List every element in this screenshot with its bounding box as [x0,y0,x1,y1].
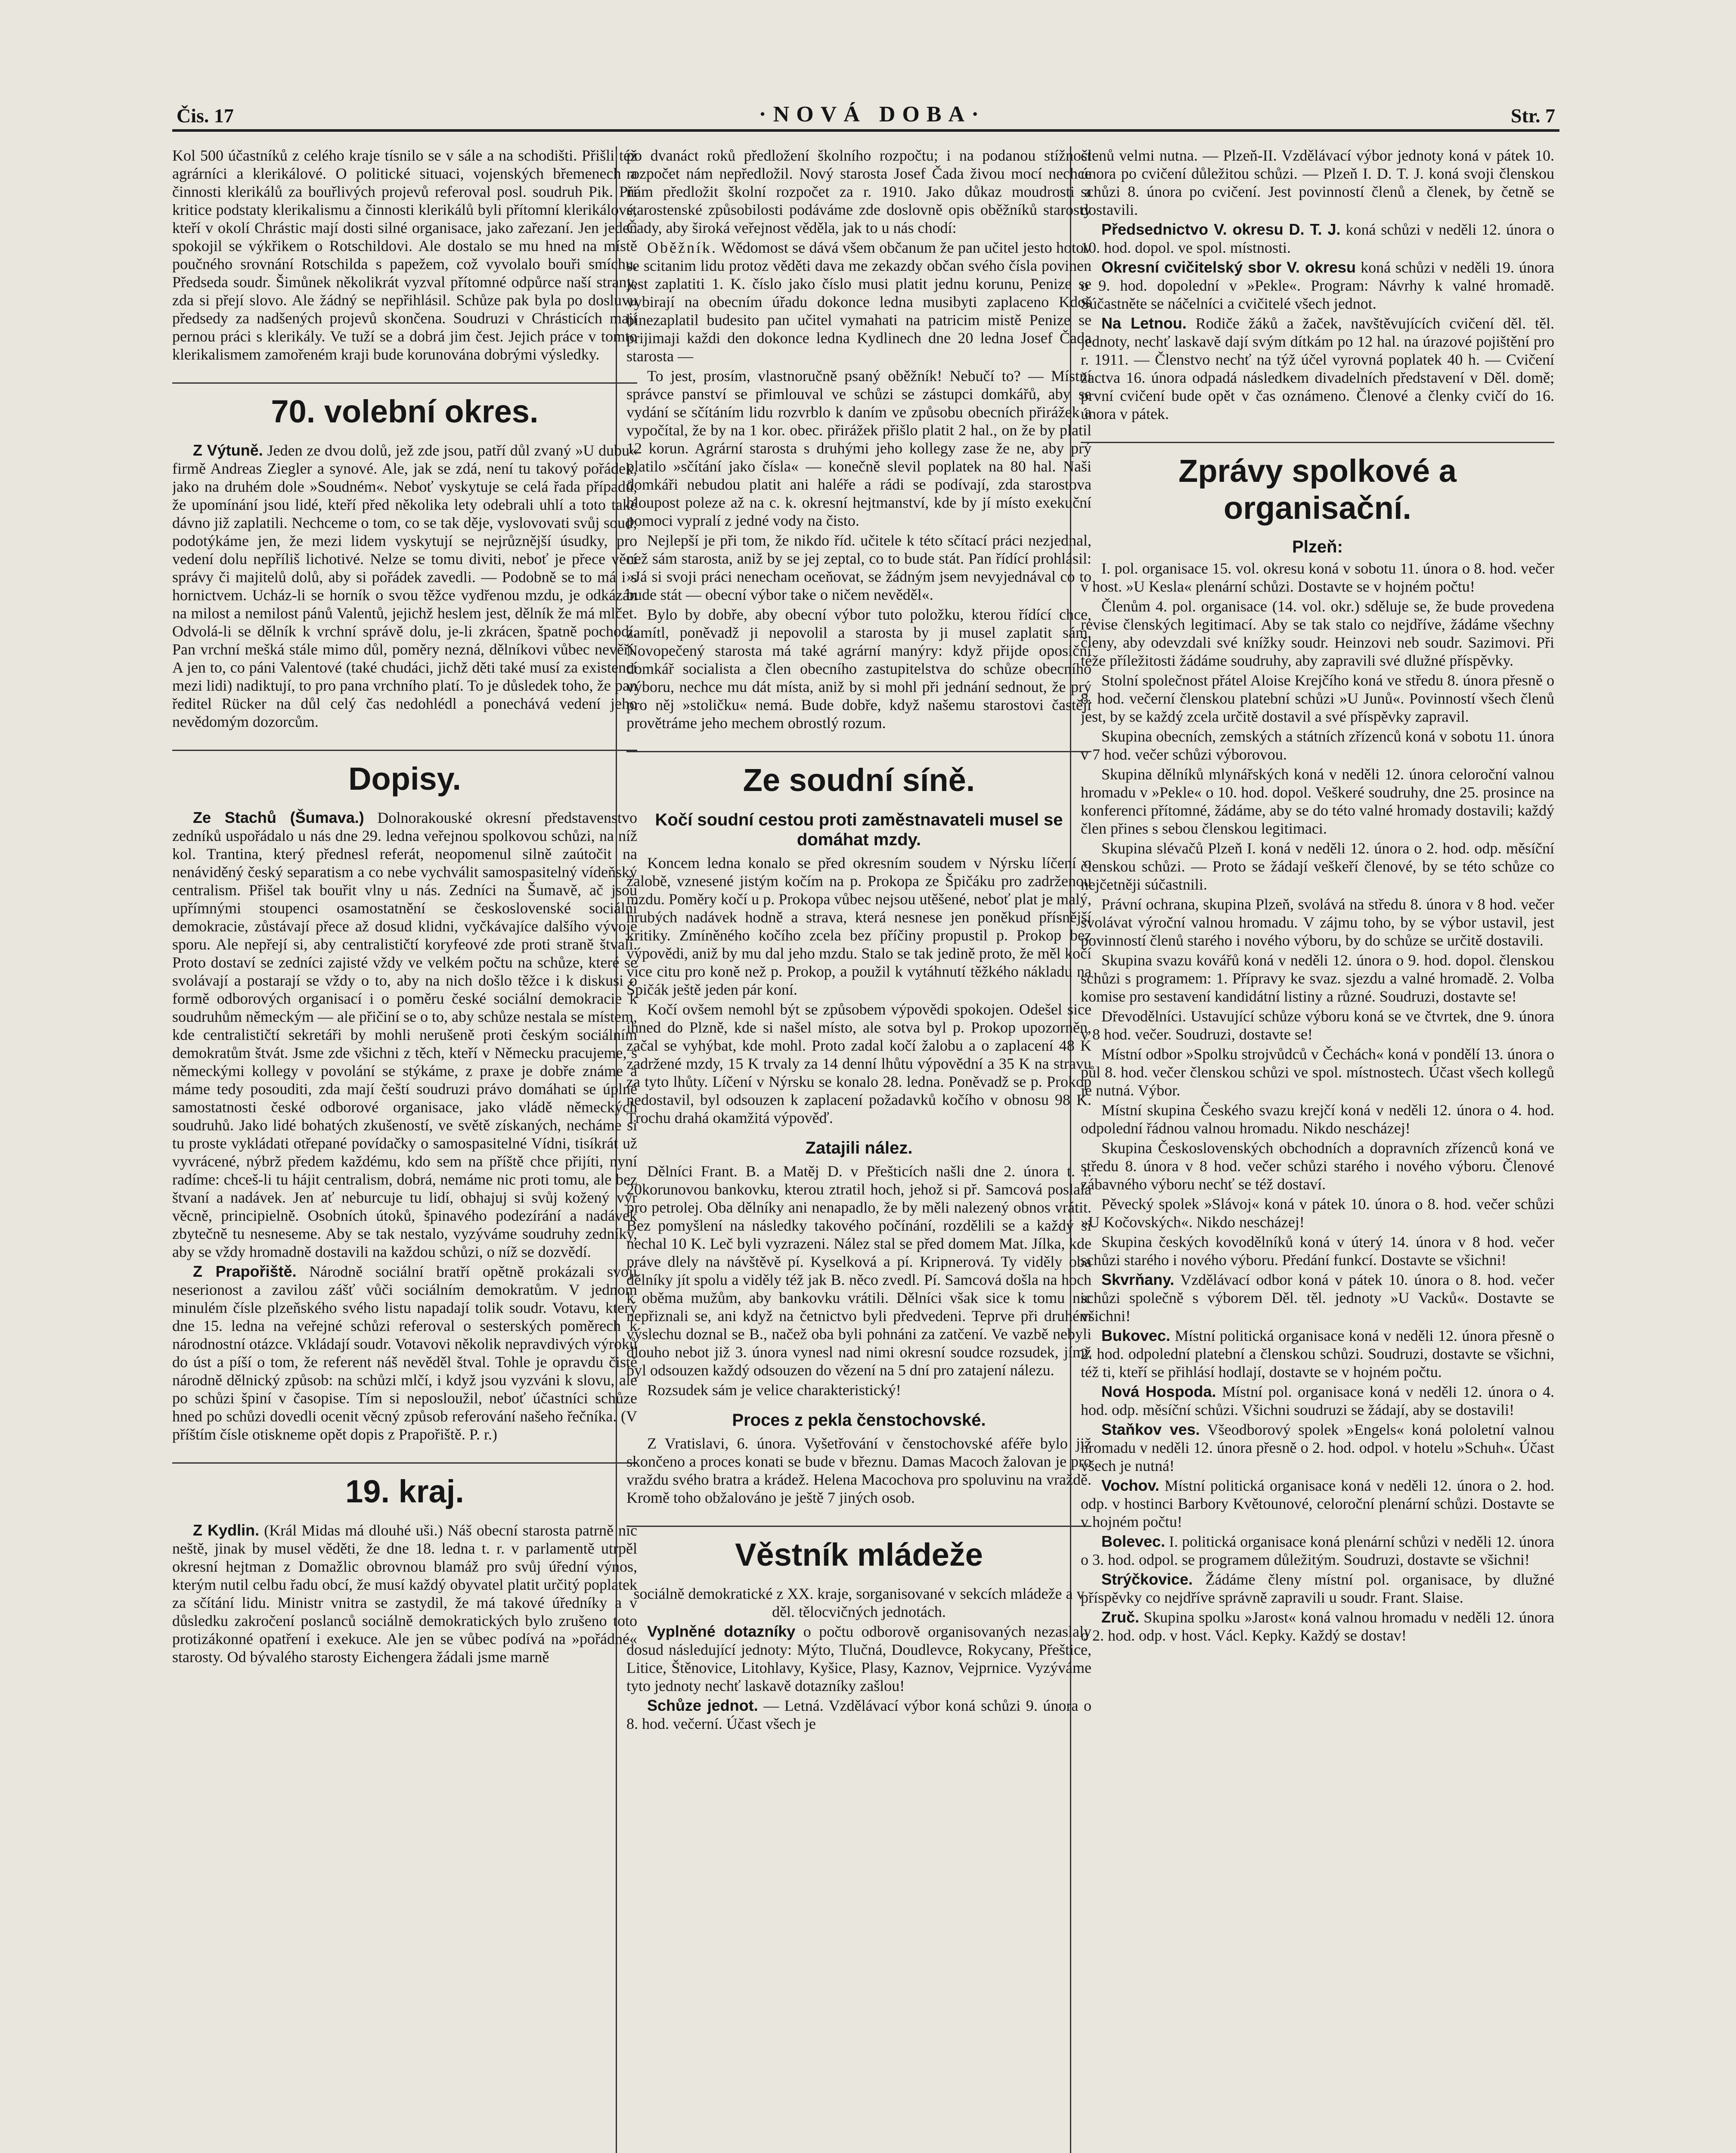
place-kicker: Bukovec. [1101,1327,1171,1344]
announcement [1081,1271,1554,1325]
place-kicker: Skvrňany. [1101,1271,1175,1288]
announcement: Členům 4. pol. organisace (14. vol. okr.) sděluje se, že bude provedena revise členských legitimací. Aby se tak stalo co nejdříve, žádáme všechny členy, aby odevzdali své knížky soudr. Heinzovi neb soudr. Sazimovi. Při téže příležitosti žádáme soudruhy, aby zapravili své dlužné příspěvky. [1081,598,1554,669]
announcement-text: Žádáme členy místní pol. organisace, by dlužné příspěvky co nejdříve správně zapravili u soudr. Frant. Slaise. [1081,1571,1554,1606]
place-kicker: Zruč. [1101,1608,1140,1626]
notice-text: Wědomost se dává všem občanum že pan učitel jesto hotov se scitanim lidu protoz věděti dava me zekazdy občan svého čísla povinen jest zaplatiti 1. K. číslo jako číslo musi platit jednu korunu, Penize se vybirají na obecním úřadu dokonce ledna musibyti zaplaceno Kdoš binezaplatil budesito pan učitel vymahati na patricim mistě Penize se prijimaji každi den dokonce ledna Kydlinech dne 20 ledna Josef Čada starosta — [626,239,1091,365]
article-subheading: Kočí soudní cestou proti zaměstnavateli musel se domáhat mzdy. [655,810,1063,849]
article-paragraph: Kol 500 účastníků z celého kraje tísnilo se v sále a na schodišti. Přišli též agrárníci a klerikálové. O politické situaci, vojenských břemenech a činnosti klerikálů za bouřlivých projevů referoval posl. soudruh Pik. Při kritice podstaty klerikalismu a činnosti klerikálů byli přítomní klerikálové, kteří v okolí Chrástic mají dosti silné organisace, jako zařezaní. Jen jeden spokojil se výkřikem o Rotschildovi. Ale dostalo se mu hned na místě poučného srovnání Rotschilda s papežem, což vyvolalo bouři smíchu. Předseda soudr. Šimůnek několikrát vyzval přítomné odpůrce naší strany, zda si přejí slovo. Ale žádný se nepřihlásil. Schůze pak byla po dosluvu předsedy za nadšených projevů skončena. Soudruzi v Chrásticích mají pernou práci s klerikály. Ve tuží se a dobrá jim čest. Jejich práce v tomto klerikalismem zamořeném kraji bude korunována dobrými výsledky. [172,147,637,363]
column-1 [172,146,637,2153]
section-heading: Ze soudní síně. [626,751,1091,799]
article-kicker: Předsednictvo V. okresu D. T. J. [1101,220,1341,238]
announcement: Místní skupina Českého svazu krejčí koná v neděli 12. února o 4. hod. odpolední řádnou valnou hromadu. Nikdo nescházej! [1081,1101,1554,1137]
section-heading: Dopisy. [172,750,637,797]
announcement [1081,1608,1554,1644]
article-kicker: Z Prapořiště. [193,1263,297,1280]
article-text: koná schůzi v neděli 12. února o 10. hod. dopol. ve spol. místnosti. [1081,221,1554,256]
article-paragraph: členů velmi nutna. — Plzeň-II. Vzdělávací výbor jednoty koná v pátek 10. února po cvičení důležitou schůzi. — Plzeň I. D. T. J. koná svoji členskou schůzi 8. února po cvičení. Jest povinností členů a členek, by četně se dostavili. [1081,147,1554,218]
article-paragraph [172,1263,637,1443]
article-text: Rodiče žáků a žaček, navštěvujících cvičení děl. těl. jednoty, nechť laskavě dají svým dítkám po 12 hal. na úrazové pojištění pro r. 1911. — Členstvo nechť na týž účel vyrovná poplatek 40 h. — Cvičení žactva 16. února odpadá následkem divadelních představení v Děl. domě; první cvičení bude opět v čas oznámeno. Členové a členky cvičí do 16. února v pátek. [1081,315,1554,422]
article-text: — Letná. Vzdělávací výbor koná schůzi 9. února o 8. hod. večerní. Účast všech je [626,1697,1091,1732]
article-paragraph: Z Vratislavi, 6. února. Vyšetřování v čenstochovské aféře bylo již skončeno a proces konati se bude v březnu. Damas Macoch žalovan je pro vraždu svého bratra a krádež. Helena Macochova pro spoluvinu na vraždě. Kromě toho obžalováno je ještě 7 jiných osob. [626,1435,1091,1506]
article-paragraph [626,1623,1091,1695]
section-intro: sociálně demokratické z XX. kraje, sorganisované v sekcích mládeže a v děl. tělocvičných jednotách. [633,1585,1085,1620]
announcement [1081,1570,1554,1607]
place-kicker: Vochov. [1101,1477,1159,1494]
announcement-text: Místní politická organisace koná v neděli 12. února o 2. hod. odp. v hostinci Barbory Květounové, celoroční plenární schůzi. Dostavte se v hojném počtu! [1081,1477,1554,1530]
announcement: Stolní společnost přátel Aloise Krejčího koná ve středu 8. února přesně o 8. hod. večerní členskou platební schůzi »U Junů«. Povinností všech členů jest, by se každý zcela určitě dostavil a své příspěvky zapravil. [1081,672,1554,725]
announcement-text: Vzdělávací odbor koná v pátek 10. února o 8. hod. večer schůzi společně s výborem Děl. těl. jednoty »U Vacků«. Dostavte se všichni! [1081,1271,1554,1325]
announcement: Právní ochrana, skupina Plzeň, svolává na středu 8. února v 8 hod. večer svolávat výroční valnou hromadu. V zájmu toho, by se výbor ustavil, jest povinností členů starého i nového výboru, by do schůze se určitě dostavili. [1081,896,1554,949]
article-kicker: Vyplněné dotazníky [647,1623,796,1640]
article-kicker: Ze Stachů (Šumava.) [193,809,364,826]
article-text: koná schůzi v neděli 19. února o 9. hod. dopolední v »Pekle«. Program: Návrhy k valné hromadě. Súčastněte se náčelníci a cvičitelé všech jednot. [1081,259,1554,312]
announcement [1081,1421,1554,1475]
header-rule [172,129,1559,132]
article-paragraph [172,809,637,1261]
article-paragraph [1081,220,1554,257]
article-kicker: Z Kydlin. [193,1521,260,1539]
article-text: o počtu odborově organisovaných nezaslaly dosud následující jednoty: Mýto, Tlučná, Doudlevce, Rokycany, Přeštice, Litice, Štěnovice, Litohlavy, Kyšice, Plasy, Kaznov, Vejprnice. Vyzýváme tyto jednoty nechť laskavě dotazníky zašlou! [626,1623,1091,1694]
article-paragraph: po dvanáct roků předložení školního rozpočtu; i na podanou stížnost rozpočet nám nepředložil. Nový starosta Josef Čada živou mocí nechce nám předložit školní rozpočet za r. 1910. Jako důkaz moudrosti a starostenské způsobilosti podáváme zde doslovně opis oběžníků starosty Čady, aby široká veřejnost věděla, jak to u nás chodí: [626,147,1091,236]
announcement-text: Skupina spolku »Jarost« koná valnou hromadu v neděli 12. února o 2. hod. odp. v host. Václ. Kepky. Každý se dostav! [1081,1609,1554,1644]
notice-label: Oběžník. [647,239,717,256]
announcement [1081,1477,1554,1531]
article-paragraph [1081,314,1554,423]
article-paragraph: Rozsudek sám je velice charakteristický! [647,1381,901,1399]
article-text: Jeden ze dvou dolů, jež zde jsou, patří důl zvaný »U dubu« firmě Andreas Ziegler a synové. Ale, jak se zdá, není tu takový pořádek, jako na druhém dole »Soudném«. Neboť vyskytuje se celá řada případů, že upomínání jsou lidé, kteří před několika lety odebrali uhlí a toto také dávno již zaplatili. Nechceme o tom, co se tak děje, vyslovovati svůj soud; podotýkáme jen, že mezi lidem vyskytují se nejrůznější úsudky, pro vedení dolu nepříliš lichotivé. Nelze se tomu diviti, neboť je přece věcí správy či majitelů dolů, aby si pořádek zavedli. — Podobně se to má i s hornictvem. Ucház-li se horník o svou těžce vydřenou mzdu, je odkázán na milost a nemilost pánů Valentů, jejichž heslem jest, dělník že má mlčet. Odvolá-li se dělník k vrchní správě dolu, je-li zkrácen, špatně pochodí. Pan vrchní mešká stále mimo důl, poměry nezná, dělníkovi vůbec nevěří. A jen to, co páni Valentové (také chudáci, jichž děti také musí za existencí mezi lidi) nadiktují, to pro pana vrchního platí. To je důsledek toho, že pan ředitel Rücker na důl celý čas nedohlédl a ponechává vedení jeho nevědomým dozorcům. [172,442,637,730]
article-paragraph [626,1697,1091,1733]
article-paragraph: Koncem ledna konalo se před okresním soudem v Nýrsku líčení o žalobě, vznesené jistým kočím na p. Prokopa ze Špičáku pro zadrženou mzdu. Poměry kočí u p. Prokopa vůbec nejsou utěšené, neboť plat je malý, hrubých nadávek hodně a strava, která nesnese jen poněkud přísnější kritiky. Zmíněného kočího zcela bez příčiny propustil p. Prokop bez výpovědi, aniž by mu dal jeho mzdu. Stalo se tak jedině proto, že měl kočí více citu pro koně než p. Prokop, a použil k vytáhnutí těžkého nákladu na Špičák ještě jeden pár koní. [626,854,1091,998]
announcement-text: Všeodborový spolek »Engels« koná pololetní valnou hromadu v neděli 12. února přesně o 2. hod. odpol. v hotelu »Schuh«. Účast všech je nutná! [1081,1421,1554,1474]
announcement: Místní odbor »Spolku strojvůdců v Čechách« koná v pondělí 13. února o půl 8. hod. večer členskou schůzi ve spol. místnostech. Účast všech kollegů je nutná. Výbor. [1081,1045,1554,1099]
announcement [1081,1383,1554,1419]
article-paragraph [172,1521,637,1666]
announcement: Skupina svazu kovářů koná v neděli 12. února o 9. hod. dopol. členskou schůzi s programem: 1. Přípravy ke svaz. sjezdu a valné hromadě. 2. Volba komise pro sestavení kandidátní listiny a různé. Soudruzi, dostavte se! [1081,952,1554,1005]
announcement-text: Místní politická organisace koná v neděli 12. února přesně o 2. hod. odpolední platební a členskou schůzi. Soudruzi, dostavte se všichni, též ti, kteří se přihlásí hodlají, dostavte se v hojném počtu. [1081,1327,1554,1381]
announcement: Skupina dělníků mlynářských koná v neděli 12. února celoroční valnou hromadu v »Pekle« o 10. hod. dopol. Veškeré soudruhy, dne 25. prosince na konferenci přítomné, žádáme, aby se do této valné hromady dostavili; každý člen přines s sebou členskou legitimaci. [1081,766,1554,837]
announcement [1081,1327,1554,1381]
article-paragraph [626,239,1091,365]
place-kicker: Staňkov ves. [1101,1421,1200,1438]
section-heading: Zprávy spolkové a organisační. [1081,442,1554,527]
article-kicker: Na Letnou. [1101,314,1187,332]
announcement: Skupina českých kovodělníků koná v úterý 14. února v 8 hod. večer schůzi starého i nového výboru. Předání funkcí. Dostavte se všichni! [1081,1233,1554,1269]
article-kicker: Okresní cvičitelský sbor V. okresu [1101,258,1356,276]
issue-number: Čis. 17 [177,105,234,127]
place-kicker: Strýčkovice. [1101,1570,1193,1588]
article-subheading: Zatajili nález. [805,1139,913,1157]
announcement: Skupina Československých obchodních a dopravních zřízenců koná ve středu 8. února v 8 hod. večer schůzi starého i nového výboru. Členové zábavného výboru nechť se též dostaví. [1081,1139,1554,1193]
section-heading: 19. kraj. [172,1462,637,1510]
article-subheading: Proces z pekla čenstochovské. [732,1411,986,1430]
article-paragraph: Bylo by dobře, aby obecní výbor tuto položku, kterou řídící chce, zamítl, poněvadž ji nepovolil a starosta by ji musel zaplatit sám. Novopečený starosta má také agrární manýry: když přijde oposiční domkář socialista a člen obecního zastupitelstva do schůze obecního výboru, nechce mu dát místa, aniž by si mohl při jednání sednout, že prý pro něj »stoličku« nemá. Bude dobře, když našemu starostovi častěji provětráme jeho mechem obrostlý rozum. [626,606,1091,732]
announcement: I. pol. organisace 15. vol. okresu koná v sobotu 11. února o 8. hod. večer v host. »U Kesla« plenární schůzi. Dostavte se v hojném počtu! [1081,560,1554,595]
article-paragraph [1081,258,1554,313]
page-number: Str. 7 [1510,105,1555,127]
announcement: Pěvecký spolek »Slávoj« koná v pátek 10. února o 8. hod. večer schůzi »U Kočovských«. Nikdo nescházej! [1081,1195,1554,1231]
column-2 [626,146,1091,2153]
article-kicker: Z Výtuně. [193,441,263,459]
article-text: Národně sociální bratří opětně prokázali svoji neserionost a zavilou zášť vůči sociálním demokratům. V jednom minulém čísle plzeňského svého listu napadají tolik soudr. Votavu, který dne 15. ledna na veřejné schůzi referoval o sesterských poměrech k národnostní otázce. Vkládají soudr. Votavovi několik nepravdivých výroků do úst a píší o tom, že referent náš nevěděl štval. Tohle je opravdu čistě národně dělnický způsob: na schůzi mlčí, i když jsou vyzváni k slovu, ale po schůzi špiní v časopise. Tím si neposloužil, neboť účastníci schůze hned po schůzi dovedli ocenit věcný způsob referování našeho řečníka. (V příštím čísle otiskneme opět dopis z Prapořiště. P. r.) [172,1263,637,1443]
announcement: Dřevodělníci. Ustavující schůze výboru koná se ve čtvrtek, dne 9. února v 8 hod. večer. Soudruzi, dostavte se! [1081,1008,1554,1043]
article-paragraph: Dělníci Frant. B. a Matěj D. v Přešticích našli dne 2. února t. r. 20korunovou bankovku, kterou ztratil hoch, jehož si př. Samcová poslala pro petrolej. Oba dělníky ani nenapadlo, že by měli nalezený obnos vrátit. Bez pomyšlení na následky takového počínání, rozdělili se a každý si nechal 10 K. Leč byli vyzrazeni. Nález stal se před domem Mat. Jílka, kde práve dlely na návštěvě pí. Kyselková a pí. Kripnerová. Ty viděly oba dělníky jít spolu a viděly též jak B. něco zvedl. Pí. Samcová došla na hoch k oběma mužům, aby bankovku vrátili. Dělníci však sice k tomu nic nepřiznali se, ani když na četnictvo byli předvedeni. Teprve při druhém výslechu doznal se B., načež oba byli pohnáni za zatčení. Ve vazbě nebyli dlouho nebot již 3. února vynesl nad nimi okresní soudce rozsudek, jímž byl odsouzen každý odsouzen do vězení na 5 dní pro zatajení nálezu. [626,1163,1091,1379]
article-paragraph: To jest, prosím, vlastnoručně psaný oběžník! Nebučí to? — Místní správce panství se přimlouval ve schůzi se zástupci domkářů, aby se vydání se sčítáním lidu rozvrblo k daním ve způsobu obecních přirážek a vypočítal, že by na 1 kor. obec. přirážek přišlo platit 2 hal., on že by platil 12 korun. Agrární starosta s druhými jeho kollegy zase že ne, aby prý platilo »sčítání jako čísla« — konečně slevil poplatek na 80 hal. Naši domkáři nebudou platit ani haléře a rádi se podívají, zda starostova bloupost poleze až na c. k. okresní hejtmanství, kde by jí místo exekuční pomoci vypralí z jedné vody na čisto. [626,367,1091,529]
article-paragraph [172,441,637,731]
city-heading: Plzeň: [1292,537,1343,556]
column-3 [1081,146,1554,2153]
place-kicker: Nová Hospoda. [1101,1383,1216,1400]
section-heading: Věstník mládeže [626,1526,1091,1573]
announcement-text: I. politická organisace koná plenární schůzi v neděli 12. února o 3. hod. odpol. se programem důležitým. Soudruzi, dostavte se všichni! [1081,1533,1554,1568]
article-text: (Král Midas má dlouhé uši.) Náš obecní starosta patrně nic neště, jinak by musel věděti, že dne 18. ledna t. r. v parlamentě utrpěl okresní hejtman z Domažlic obrovnou blamáž pro svůj úřední výnos, kterým nutil celbu řadu obcí, že musí každý obyvatel platit určitý poplatek za sčítání lidu. Ministr vnitra se zastydil, že má takové úředníky a v důsledku zakročení poslanců sociálně demokratických bylo zrušeno toto protizákonné opatření i exekuce. Ale jen se vůbec podívá na »pořádné« starosty. Od bývalého starosty Eichengera žádali jsme marně [172,1522,637,1666]
announcement-text: Místní pol. organisace koná v neděli 12. února o 4. hod. odp. měsíční schůzi. Všichni soudruzi se žádají, aby se dostavili! [1081,1383,1554,1418]
place-kicker: Bolevec. [1101,1533,1166,1550]
masthead [177,93,1555,127]
announcement [1081,1533,1554,1569]
newspaper-title: ·NOVÁ DOBA· [759,102,986,127]
section-heading: 70. volební okres. [172,382,637,430]
article-paragraph: Nejlepší je při tom, že nikdo říd. učitele k této sčítací práci nezjednal, než sám starosta, aniž by se jej zeptal, co to bude stát. Pan řídící prohlásil: »Já si svoji práci nenecham oceňovat, se žádným jsem nevyjednával co to bude stát — obecní výbor take o ničem nevěděl«. [626,532,1091,603]
announcement: Skupina slévačů Plzeň I. koná v neděli 12. února o 2. hod. odp. měsíční členskou schůzi. — Proto se žádají veškeří členové, by se této schůze co nejčetněji súčastnili. [1081,840,1554,893]
article-text: Dolnorakouské okresní představenstvo zedníků uspořádalo u nás dne 29. ledna veřejnou spolkovou schůzi, na níž kol. Trantina, který přednesl referát, neopomenul silně zaútočit na nenáviděný český separatism a co nebe vychválit samospasitelný vídeňský centralism. Přišel tak bouřit vlny u nás. Zedníci na Šumavě, ač jsou upřímnými stoupenci osamostatnění se československé sociální demokracie, zůstávají přece až dosud klidni, vyčkávajíce dalšího vývoje sporu. Ale nepřejí si, aby centralističtí koryfeové zde proti straně štvali. Proto dostaví se zedníci zajisté vždy ve velkém počtu na schůze, které se svolávají a postarají se vždy o to, aby na nich došlo těžce i k diskusi o formě odborových organisací i o poměru české sociální demokracie k soudruhům německým — ale přičiní se o to, aby schůze nestala se místem, kde centralističtí sekretáři by mohli nerušeně proti českým sociálním demokratům štvát. Jsme zde všichni z těch, kteří v Německu pracujeme, s německými kollegy v povolání se stýkáme, z praxe je dobře známe a máme tedy posouditi, zda mají čeští soudruzi právo domáhati se úplné samostatnosti české odborové organisace, jako vládě německých soudruhů. Jako lidé bohatých zkušeností, ve světě získaných, necháme si tu proste vykládati otřepané povídačky o samospasitelné Vídni, tisíkrát už vyvrácené, nýbrž předem každému, kdo sem na příště chce přijíti, nyní radíme: chceš-li tu hájit centralism, dobrá, nemáme nic proti tomu, ale bez štvaní a nadávek. Jen ať neburcuje tu lidí, obhajuj si svůj kožený výr věcně, principielně. Osobních útoků, špinavého podezírání a nadávek zbytečně tu nesneseme. Aby se tak nestalo, vyzýváme soudruhy zedníky, aby se vždy hromadně dostavili na každou schůzi, o níž se dozvědí. [172,809,637,1260]
announcement: Skupina obecních, zemských a státních zřízenců koná v sobotu 11. února v 7 hod. večer schůzi výborovou. [1081,728,1554,763]
article-paragraph: Kočí ovšem nemohl být se způsobem výpovědi spokojen. Odešel sice ihned do Plzně, kde si našel místo, ale sotva byl p. Prokop upozorněn, začal se vyhýbat, kde mohl. Proto zadal kočí žalobu a o zaplacení 48 K zadržené mzdy, 15 K trvaly za 14 denní lhůtu výpovědní a 35 K na stravu za tyto lhůty. Líčení v Nýrsku se konalo 28. ledna. Poněvadž se p. Prokop nedostavil, byl odsouzen k zaplacení požadavků kočího v obnosu 98 K. Trochu drahá okamžitá výpověď. [626,1001,1091,1126]
article-kicker: Schůze jednot. [647,1697,758,1714]
